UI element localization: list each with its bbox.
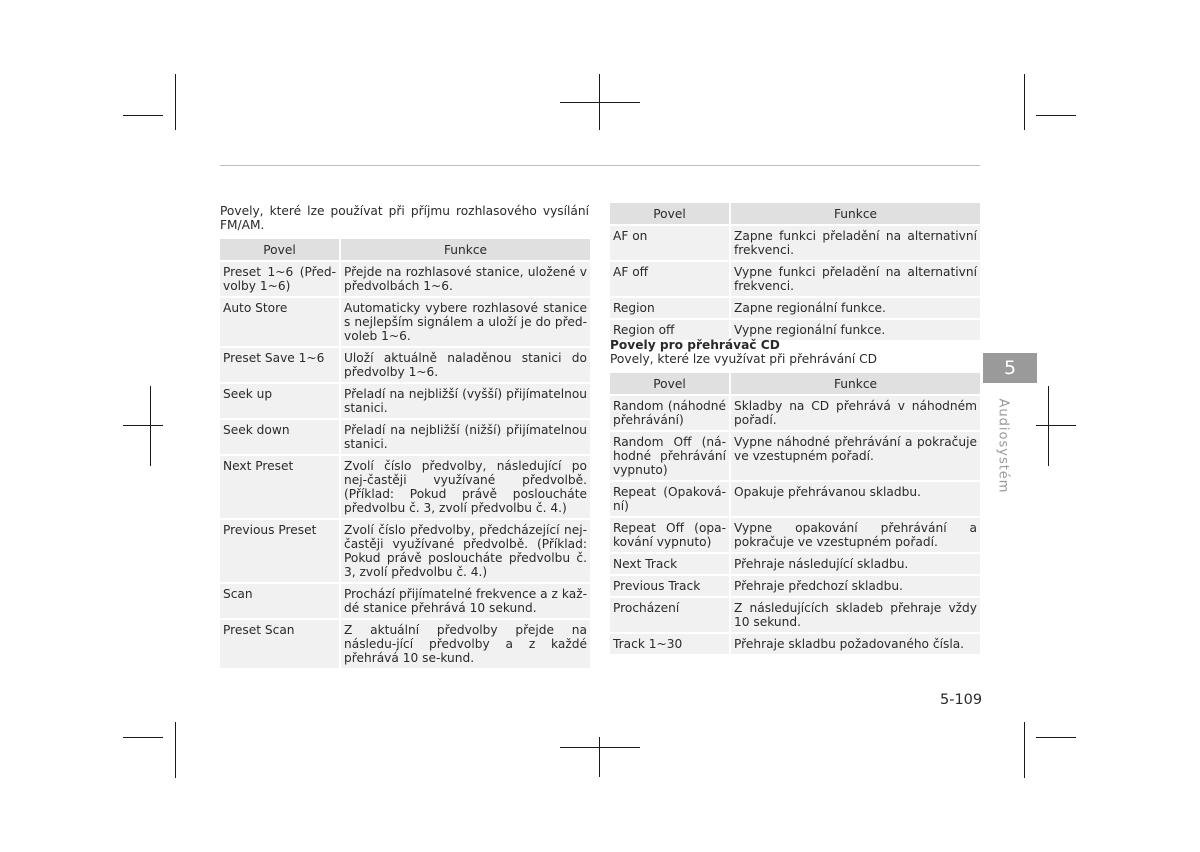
function-cell: Zapne funkci přeladění na alternativní frekvenci. (731, 224, 980, 260)
command-cell: AF on (610, 224, 731, 260)
function-cell: Z aktuální předvolby přejde na následu-jící předvolby a z každé přehrává 10 se-kund. (341, 618, 590, 668)
column-header-povel: Povel (610, 203, 731, 224)
function-cell: Vypne náhodné přehrávání a pokračuje ve vzestupném pořadí. (731, 430, 980, 480)
function-cell: Prochází přijímatelné frekvence a z kaž-dé stanice přehrává 10 sekund. (341, 582, 590, 618)
function-cell: Zvolí číslo předvolby, předcházející nej-častěji využívané předvolbě. (Příklad: Pokud právě posloucháte předvolbu č. 3, zvolí předvolbu č. 4.) (341, 518, 590, 582)
command-cell: Preset Save 1~6 (220, 346, 341, 382)
function-cell: Přehraje následující skladbu. (731, 552, 980, 574)
function-cell: Skladby na CD přehrává v náhodném pořadí. (731, 394, 980, 430)
function-cell: Přehraje skladbu požadovaného čísla. (731, 632, 980, 654)
cd-section-title: Povely pro přehrávač CD (610, 338, 780, 352)
function-cell: Uloží aktuálně naladěnou stanici do předvolby 1~6. (341, 346, 590, 382)
function-cell: Automaticky vybere rozhlasové stanice s nejlepším signálem a uloží je do před-voleb 1~6. (341, 296, 590, 346)
table-row (220, 382, 590, 418)
function-cell: Přeladí na nejbližší (nižší) přijímatelnou stanici. (341, 418, 590, 454)
command-cell: Random Off (ná-hodné přehrávání vypnuto) (610, 430, 731, 480)
function-cell: Zvolí číslo předvolby, následující po nej-častěji využívané předvolbě. (Příklad: Pokud právě posloucháte předvolbu č. 3, zvolí předvolbu č. 4.) (341, 454, 590, 518)
chapter-number-tab: 5 (983, 353, 1037, 383)
command-cell: Region off (610, 318, 731, 340)
column-header-funkce: Funkce (731, 203, 980, 224)
intro-text: Povely, které lze používat při příjmu rozhlasového vysílání FM/AM. (220, 204, 589, 232)
command-cell: Region (610, 296, 731, 318)
command-cell: Scan (220, 582, 341, 618)
table-row (610, 260, 980, 296)
command-cell: Previous Track (610, 574, 731, 596)
rds-commands-table (610, 203, 980, 340)
command-cell: Next Track (610, 552, 731, 574)
table-row (220, 296, 590, 346)
column-header-povel: Povel (610, 373, 731, 394)
table-row (220, 418, 590, 454)
function-cell: Přejde na rozhlasové stanice, uložené v předvolbách 1~6. (341, 260, 590, 296)
table-row (610, 394, 980, 430)
table-row (610, 296, 980, 318)
function-cell: Vypne funkci přeladění na alternativní frekvenci. (731, 260, 980, 296)
column-header-funkce: Funkce (731, 373, 980, 394)
chapter-label: Audiosystém (995, 398, 1011, 494)
column-header-povel: Povel (220, 239, 341, 260)
table-row (220, 260, 590, 296)
table-row (610, 596, 980, 632)
cd-section-subtitle: Povely, které lze využívat při přehrávání CD (610, 352, 878, 366)
table-row (220, 518, 590, 582)
table-row (610, 632, 980, 654)
table-row (610, 480, 980, 516)
function-cell: Zapne regionální funkce. (731, 296, 980, 318)
command-cell: Repeat (Opaková-ní) (610, 480, 731, 516)
command-cell: Random (náhodné přehrávání) (610, 394, 731, 430)
command-cell: Next Preset (220, 454, 341, 518)
table-row (220, 582, 590, 618)
function-cell: Vypne opakování přehrávání a pokračuje ve vzestupném pořadí. (731, 516, 980, 552)
cd-commands-table (610, 373, 980, 654)
command-cell: Repeat Off (opa-kování vypnuto) (610, 516, 731, 552)
command-cell: Track 1~30 (610, 632, 731, 654)
table-row (220, 618, 590, 668)
table-row (610, 552, 980, 574)
command-cell: Seek down (220, 418, 341, 454)
table-row (610, 318, 980, 340)
function-cell: Vypne regionální funkce. (731, 318, 980, 340)
page-number: 5-109 (940, 692, 983, 708)
function-cell: Přehraje předchozí skladbu. (731, 574, 980, 596)
function-cell: Přeladí na nejbližší (vyšší) přijímatelnou stanici. (341, 382, 590, 418)
column-header-funkce: Funkce (341, 239, 590, 260)
command-cell: AF off (610, 260, 731, 296)
command-cell: Procházení (610, 596, 731, 632)
command-cell: Preset 1~6 (Před-volby 1~6) (220, 260, 341, 296)
table-row (610, 224, 980, 260)
table-row (610, 574, 980, 596)
table-row (220, 346, 590, 382)
header-rule (220, 165, 980, 166)
function-cell: Opakuje přehrávanou skladbu. (731, 480, 980, 516)
table-row (610, 516, 980, 552)
radio-commands-table (220, 239, 590, 668)
command-cell: Preset Scan (220, 618, 341, 668)
command-cell: Auto Store (220, 296, 341, 346)
command-cell: Previous Preset (220, 518, 341, 582)
function-cell: Z následujících skladeb přehraje vždy 10 sekund. (731, 596, 980, 632)
table-row (220, 454, 590, 518)
table-row (610, 430, 980, 480)
command-cell: Seek up (220, 382, 341, 418)
